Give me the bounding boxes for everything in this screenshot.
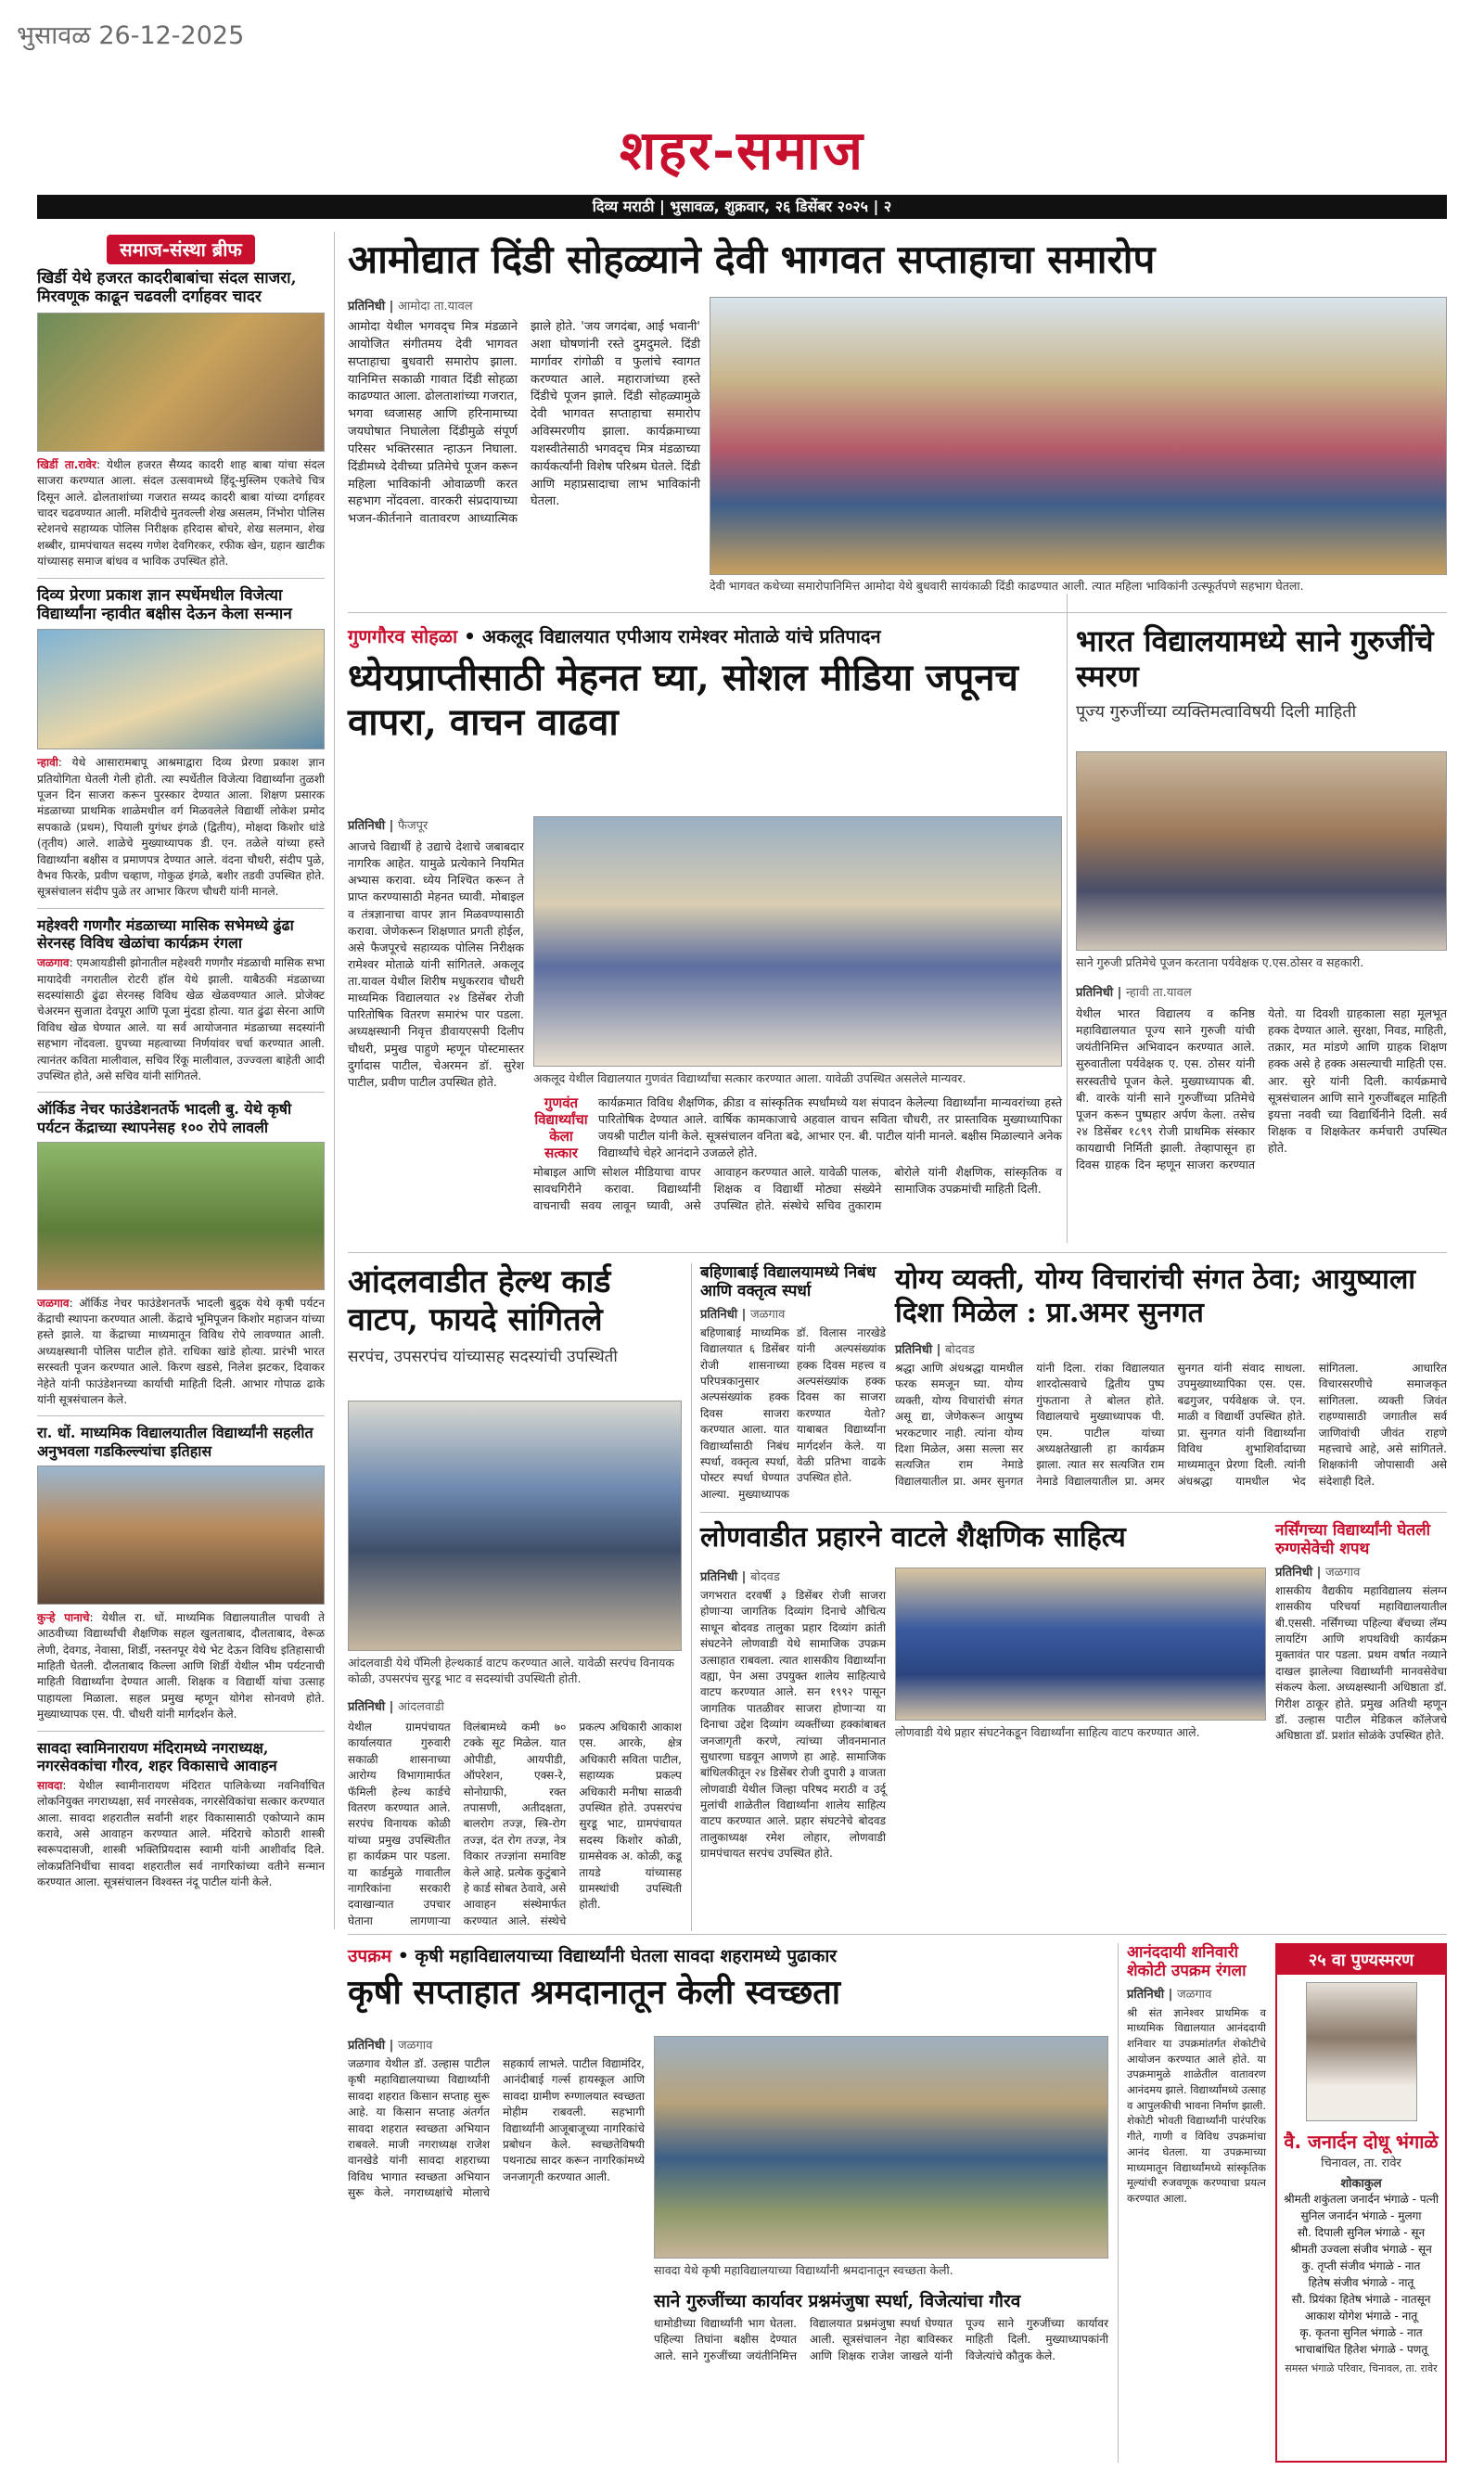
section-divider	[348, 1252, 1447, 1253]
brief-khirdi	[37, 269, 325, 570]
story9-caption: सावदा येथे कृषी महाविद्यालयाच्या विद्यार्थ्यांनी श्रमदानातून स्वच्छता केली.	[654, 2263, 953, 2277]
brief-dateline: सावदा	[37, 1778, 63, 1792]
column-divider	[1118, 1943, 1119, 2463]
story4-caption: आंदलवाडी येथे पॅमिली हेल्थकार्ड वाटप करण्यात आले. यावेळी सरपंच विनायक कोळी, उपसरपंच सुरडू भाट व सदस्यांची उपस्थिती होती.	[348, 1656, 674, 1685]
lead-headline: आमोद्यात दिंडी सोहळ्याने देवी भागवत सप्ताहाचा समारोप	[348, 237, 1156, 282]
story-shekoti: आनंददायी शनिवारी शेकोटी उपक्रम रंगला प्रतिनिधी | जळगाव श्री संत ज्ञानेश्वर प्राथमिक व माध्यमिक विद्यालयात आनंददायी शनिवार या उपक्रमांतर्गत शेकोटीचे आयोजन करण्यात आले होते. या उपक्रमामुळे शाळेतील वातावरण आनंदमय झाले. विद्यार्थ्यांमध्ये उत्साह व आपुलकीची भावना निर्माण झाली. शेकोटी भोवती विद्यार्थ्यांनी पारंपरिक गीते, गाणी व विविध उपक्रमांचा आनंद घेतला. या उपक्रमाच्या माध्यमातून विद्यार्थ्यांमध्ये सांस्कृतिक मूल्यांची रुजवणूक करण्याचा प्रयत्न करण्यात आला.	[1127, 1943, 1266, 2451]
story2-caption: अकलूद येथील विद्यालयात गुणवंत विद्यार्थ्यांचा सत्कार करण्यात आला. यावेळी उपस्थित असलेले मान्यवर.	[533, 1071, 966, 1085]
mourner-entry: श्रीमती शकुंतला जनार्दन भंगाळे - पत्नी	[1284, 2193, 1439, 2206]
story7-photo	[895, 1568, 1266, 1721]
byline-place: फैजपूर	[397, 819, 429, 833]
story-headline: कृषी सप्ताहात श्रमदानातून केली स्वच्छता	[348, 1973, 841, 2012]
memorial-header: २५ वा पुण्यस्मरण	[1277, 1945, 1445, 1975]
byline-place: जळगाव	[1324, 1565, 1361, 1580]
story7-body: प्रतिनिधी | बोदवड जगभरात दरवर्षी ३ डिसेंबर रोजी साजरा होणाऱ्या जागतिक दिव्यांग दिनाचे औचित्य साधून बोदवड तालुका प्रहार दिव्यांग क्रांती संघटनेने लोणवाडी येथे सामाजिक उपक्रम उत्साहात राबवला. त्यात शासकीय विद्यार्थ्यांना वह्या, पेन असा उपयुक्त शालेय साहित्याचे वाटप करण्यात आले. सन १९९२ पासून जागतिक पातळीवर साजरा होणाऱ्या या दिनाचा उद्देश दिव्यांग व्यक्तींच्या हक्कांबाबत जनजागृती करणे, त्यांच्या जीवनमानात सुधारणा घडवून आणणे हा आहे. सामाजिक बांधिलकीतून २४ डिसेंबर रोजी दुपारी ३ वाजता लोणवाडी येथील जिल्हा परिषद मराठी व उर्दू मुलांची शाळेतील विद्यार्थ्यांना शालेय साहित्य वाटप करण्यात आले. प्रहार संघटनेचे बोदवड तालुकाध्यक्ष रमेश लोहार, लोणवाडी ग्रामपंचायत सरपंच उपस्थित होते.	[700, 1570, 886, 1861]
left-briefs-column	[37, 237, 325, 1891]
story-headline: नर्सिंगच्या विद्यार्थ्यांनी घेतली रुग्णसेवेची शपथ	[1275, 1521, 1431, 1559]
byline: प्रतिनिधी	[1275, 1565, 1313, 1580]
story-krushi: उपक्रम • कृषी महाविद्यालयाच्या विद्यार्थ्यांनी घेतला सावदा शहरामध्ये पुढाकार कृषी सप्ताहात श्रमदानातून केली स्वच्छता	[348, 1943, 1108, 2013]
story-prashnamanjusha	[654, 2291, 1108, 2455]
story3-body: प्रतिनिधी | न्हावी ता.यावल येथील भारत विद्यालय व कनिष्ठ महाविद्यालयात पूज्य साने गुरुजी यांची जयंतीनिमित्त अभिवादन करण्यात आले. सुरुवातीला पर्यवेक्षक ए. एस. ठोसर यांनी सरस्वतीचे पूजन केले. मुख्याध्यापक बी. बी. वारके यांनी साने गुरुजींच्या प्रतिमेचे पूजन करून पुष्पहार अर्पण केला. तसेच २४ डिसेंबर १८९९ रोजी प्राथमिक संस्कार कायद्याची निर्मिती झाली. तेव्हापासून हा दिवस ग्राहक दिन म्हणून साजरा करण्यात येतो. या दिवशी ग्राहकाला सहा मूलभूत हक्क देण्यात आले. सुरक्षा, निवड, माहिती, तक्रार, मत मांडणे आणि ग्राहक शिक्षण हक्क असे हे हक्क असल्याची माहिती एस. आर. सुरे यांनी दिली. कार्यक्रमाचे सूत्रसंचालन आणि साने गुरुजींबद्दल माहिती इयत्ता नववी च्या विद्यार्थिनीने दिली. सर्व शिक्षक व शिक्षकेतर कर्मचारी उपस्थित होते.	[1076, 983, 1447, 1228]
story9-photo	[654, 2036, 1108, 2259]
story3-caption: साने गुरुजी प्रतिमेचे पूजन करताना पर्यवेक्षक ए.एस.ठोसर व सहकारी.	[1076, 955, 1364, 969]
mourners-label: शोकाकुल	[1340, 2177, 1382, 2191]
article-body: आजचे विद्यार्थी हे उद्याचे देशाचे जबाबदार नागरिक आहेत. यामुळे प्रत्येकाने नियमित अभ्यास करावा. ध्येय निश्चित करून ते प्राप्त करण्यासाठी मेहनत घ्यावी. मोबाइल व तंत्रज्ञानाचा वापर ज्ञान मिळवण्यासाठी करावा. जेणेकरून शिक्षणात प्रगती होईल, असे फैजपूरचे सहाय्यक पोलिस निरीक्षक रामेश्वर मोताळे यांनी सांगितले. अकलूद ता.यावल येथील शिरीष मधुकरराव चौधरी माध्यमिक विद्यालयात २४ डिसेंबर रोजी पारितोषिक वितरण समारंभ पार पडला. अध्यक्षस्थानी निवृत्त डीवायएसपी दिलीप चौधरी, प्रमुख पाहुणे म्हणून पोस्टमास्तर दुर्गादास पाटील, चेअरमन डॉ. सुरेश पाटील, प्रवीण पाटील उपस्थित होते.	[348, 839, 524, 1089]
story2-side-label-box	[533, 1094, 589, 1161]
brief-headline: महेश्वरी गणगौर मंडळाच्या मासिक सभेमध्ये ढुंढा सेरनस्ह विविध खेळांचा कार्यक्रम रंगला	[37, 915, 294, 952]
story7-caption: लोणवाडी येथे प्रहार संघटनेकडून विद्यार्थ्यांना साहित्य वाटप करण्यात आले.	[895, 1725, 1200, 1739]
mourner-entry: सुनिल जनार्दन भंगाळे - मुलगा	[1300, 2209, 1422, 2222]
article-body: श्रद्धा आणि अंधश्रद्धा यामधील फरक समजून घ्या. योग्य व्यक्ती, योग्य विचारांची संगत असू द्या, जेणेकरून आयुष्य भरकटणार नाही. त्यांना योग्य दिशा मिळेल, असा सल्ला सर सत्यजित राम नेमाडे विद्यालयातील प्रा. अमर सुनगत यांनी दिला. रांका विद्यालयात शारदोत्सवाचे द्वितीय पुष्प गुंफताना ते बोलत होते. विद्यालयाचे मुख्याध्यापक पी. एम. पाटील यांच्या अध्यक्षतेखाली हा कार्यक्रम झाला. त्यात सर सत्यजित राम नेमाडे विद्यालयातील प्रा. अमर सुनगत यांनी संवाद साधला. उपमुख्याध्यापिका एस. एस. बढगुजर, पर्यवेक्षक जे. एन. माळी व विद्यार्थी उपस्थित होते. प्रा. सुनगत यांनी विद्यार्थ्यांना विविध शुभाशिर्वादाच्या माध्यमातून प्रेरणा दिली. त्यांनी अंधश्रद्धा यामधील भेद सांगितला. आधारित विचारसरणीचे समाजकृत सांगितला. व्यक्ती जिवंत राहण्यासाठी जगातील सर्व जाणिवांची जीवंत राहणे महत्त्वाचे आहे, असे सांगितले. शिक्षकांनी जोपासावी असे संदेशाही दिले.	[895, 1362, 1447, 1488]
memorial-place: चिनावल, ता. रावेर	[1321, 2157, 1401, 2170]
memorial-notice	[1275, 1943, 1447, 2463]
mourner-entry: सौ. दिपाली सुनिल भंगाळे - सून	[1297, 2226, 1426, 2239]
brief-body: : येथील रा. धों. माध्यमिक विद्यालयातील पाचवी ते आठवीच्या विद्यार्थ्यांची शैक्षणिक सहल खुलताबाद, दौलताबाद, वेरूळ लेणी, देवगड, नेवासा, शिर्डी, नस्तनपूर येथे भेट देऊन विविध इतिहासाची माहिती घेतली. दौलताबाद किल्ला आणि शिर्डी येथील भीम पर्यटनाची माहिती विद्यार्थ्यांना देण्यात आली. शिक्षक व विद्यार्थी यांचा उत्साह पाहायला मिळाला. सहल प्रमुख म्हणून योगेश सोनवणे होते. मुख्याध्यापक एस. पी. चौधरी यांनी मार्गदर्शन केले.	[37, 1610, 325, 1721]
mourner-entry: कृ. कृतना सुनिल भंगाळे - नात	[1299, 2326, 1423, 2339]
byline-place: न्हावी ता.यावल	[1125, 986, 1192, 1000]
brief-dateline: कुऱ्हे पानाचे	[37, 1610, 90, 1624]
lead-story-body: प्रतिनिधी | आमोदा ता.यावल आमोदा येथील भगवद्‌च मित्र मंडळाने आयोजित संगीतमय देवी भागवत सप्ताहाचा बुधवारी समारोप झाला. यानिमित्त सकाळी गावात दिंडी सोहळा काढण्यात आला. ढोलताशांच्या गजरात, भगवा ध्वजासह आणि हरिनामाच्या जयघोषात निघालेला दिंडीमुळे संपूर्ण परिसर भक्तिरसात न्हाऊन निघाला. दिंडीमध्ये देवीच्या प्रतिमेचे पूजन करून महिला भाविकांनी ओवाळणी करत सहभाग नोंदवला. वारकरी संप्रदायाच्या भजन-कीर्तनाने वातावरण आध्यात्मिक झाले होते. 'जय जगदंबा, आई भवानी' अशा घोषणांनी रस्ते दुमदुमले. दिंडी मार्गावर रांगोळी व फुलांचे स्वागत करण्यात आले. महाराजांच्या हस्ते दिंडीचे पूजन झाले. दिंडी सोहळ्यामुळे देवी भागवत सप्ताहाचा समारोप अविस्मरणीय झाला. कार्यक्रमाच्या यशस्वीतेसाठी भगवद्‌च मित्र मंडळाच्या कार्यकर्त्यांनी विशेष परिश्रम घेतले. दिंडी आणि महाप्रसादाचा लाभ भाविकांनी घेतला.	[348, 297, 700, 625]
story-headline: भारत विद्यालयामध्ये साने गुरुजींचे स्मरण	[1076, 623, 1434, 695]
story-amar-sungat	[895, 1263, 1447, 1330]
story2-body: प्रतिनिधी | फैजपूर आजचे विद्यार्थी हे उद्याचे देशाचे जबाबदार नागरिक आहेत. यामुळे प्रत्येकाने नियमित अभ्यास करावा. ध्येय निश्चित करून ते प्राप्त करण्यासाठी मेहनत घ्यावी. मोबाइल व तंत्रज्ञानाचा वापर ज्ञान मिळवण्यासाठी करावा. जेणेकरून शिक्षणात प्रगती होईल, असे फैजपूरचे सहाय्यक पोलिस निरीक्षक रामेश्वर मोताळे यांनी सांगितले. अकलूद ता.यावल येथील शिरीष मधुकरराव चौधरी माध्यमिक विद्यालयात २४ डिसेंबर रोजी पारितोषिक वितरण समारंभ पार पडला. अध्यक्षस्थानी निवृत्त डीवायएसपी दिलीप चौधरी, प्रमुख पाहुणे म्हणून पोस्टमास्तर दुर्गादास पाटील, चेअरमन डॉ. सुरेश पाटील, प्रवीण पाटील उपस्थित होते.	[348, 816, 524, 1126]
memorial-portrait	[1306, 1982, 1417, 2121]
lead-photo	[710, 297, 1447, 575]
mourner-entry: हितेष संजीव भंगाळे - नातू	[1308, 2276, 1414, 2289]
brief-body: : येथील हजरत सैय्यद कादरी शाह बाबा यांचा संदल साजरा करण्यात आला. संदल उत्सवामध्ये हिंदू-मुस्लिम एकतेचे चित्र दिसून आले. ढोलताशांच्या गजरात सय्यद कादरी बाबा यांच्या दर्गाहवर चादर चढवण्यात आली. मशिदीचे मुतवल्ली शेख असलम, निंभोरा पोलिस स्टेशनचे सहाय्यक पोलिस निरीक्षक हरिदास बोचरे, शेख सलमान, शेख शब्बीर, ग्रामपंचायत सदस्य गणेश देवगिरकर, रफीक खेन, ग्रहान खाटीक यांच्यासह समाज बांधव व भाविक उपस्थित होते.	[37, 457, 326, 569]
article-body: बहिणाबाई माध्यमिक विद्यालयात ६ डिसेंबर रोजी शासनाच्या परिपत्रकानुसार अल्पसंख्यांक हक्क दिवस साजरा करण्यात आला. यात विद्यार्थ्यांसाठी निबंध स्पर्धा, वक्तृत्व स्पर्धा, पोस्टर स्पर्धा घेण्यात आल्या. मुख्याध्यापक डॉ. विलास नारखेडे यांनी अल्पसंख्यांक हक्क दिवस महत्त्व व अल्पसंख्यांक हक्क दिवस का साजरा करण्यात येतो? याबाबत विद्यार्थ्यांना मार्गदर्शन केले. या वेळी प्रतिभा वाढके उपस्थित होते.	[700, 1325, 886, 1501]
byline-place: आंदलवाडी	[397, 1700, 444, 1714]
story3-photo	[1076, 751, 1447, 951]
byline: प्रतिनिधी	[348, 300, 386, 314]
byline: प्रतिनिधी	[700, 1307, 738, 1322]
story4-photo	[348, 1401, 682, 1651]
story-headline: लोणवाडीत प्रहारने वाटले शैक्षणिक साहित्य	[700, 1521, 1126, 1554]
brief-headline: सावदा स्वामिनारायण मंदिरामध्ये नगराध्यक्ष, नगरसेवकांचा गौरव, शहर विकासाचे आवाहन	[37, 1738, 277, 1774]
story-kicker-sub: कृषी महाविद्यालयाच्या विद्यार्थ्यांनी घेतला सावदा शहरामध्ये पुढाकार	[415, 1946, 838, 1966]
brief-photo	[37, 1142, 325, 1290]
story-kicker: उपक्रम	[348, 1946, 392, 1966]
brief-dateline: जळगाव	[37, 1296, 70, 1310]
story2-photo	[533, 816, 1062, 1067]
byline-place: जळगाव	[1176, 1987, 1212, 2002]
brief-body: : ऑर्किड नेचर फाउंडेशनतर्फे भादली बुद्रुक येथे कृषी पर्यटन केंद्राची स्थापना करण्यात आली. केंद्राचे भूमिपूजन किशोर महाजन यांच्या हस्ते झाले. या केंद्राच्या माध्यमातून विविध रोपे लावण्यात आली. अध्यक्षस्थानी पोलिस पाटील होते. राधिका खांडे होत्या. प्रारंभी भारत सरस्वती पूजन करण्यात आले. किरण खडसे, निलेश झटकर, दिवाकर नेहेते यांनी फाउंडेशनच्या कार्याची माहिती दिली. आभार गोपाळ ढाके यांनी सूत्रसंचालन केले.	[37, 1296, 325, 1407]
byline-place: जळगाव	[749, 1307, 786, 1322]
byline: प्रतिनिधी	[1127, 1987, 1165, 2002]
memorial-name: वै. जनार्दन दोधू भंगाळे	[1284, 2131, 1439, 2153]
byline: प्रतिनिधी	[348, 2039, 386, 2053]
story-andalwadi	[348, 1263, 682, 1366]
story-headline: साने गुरुजींच्या कार्यावर प्रश्नमंजुषा स्पर्धा, विजेत्यांचा गौरव	[654, 2291, 1021, 2311]
article-body: श्री संत ज्ञानेश्वर प्राथमिक व माध्यमिक विद्यालयात आनंददायी शनिवार या उपक्रमांतर्गत शेकोटीचे आयोजन करण्यात आले होते. या उपक्रमामुळे शाळेतील वातावरण आनंदमय झाले. विद्यार्थ्यांमध्ये उत्साह व आपुलकीची भावना निर्माण झाली. शेकोटी भोवती विद्यार्थ्यांनी पारंपरिक गीते, गाणी व विविध उपक्रमांचा आनंद घेतला. या उपक्रमाच्या माध्यमातून विद्यार्थ्यांमध्ये सांस्कृतिक मूल्यांची रुजवणूक करण्याचा प्रयत्न करण्यात आला.	[1127, 2005, 1266, 2205]
column-divider	[691, 1263, 692, 1931]
section-divider	[700, 1512, 1447, 1513]
brief-body: : एमआयडीसी झोनातील महेश्वरी गणगौर मंडळाची मासिक सभा मायादेवी नगरातील रोटरी हॉल येथे झाली. याबैठकी मंडळाच्या सदस्यांसाठी ढुंढा सेरनस्ह विविध खेळ खेळवण्यात आले. प्रोजेक्ट चेअरमन सुजाता देवपूरा आणि पूजा मुंदडा होत्या. यात ढुंढा सेरना आणि विविध खेळ घेण्यात आले. या सर्व आयोजनात मंडळाच्या सदस्यांनी सहभाग नोंदवला. ग्रुपच्या महत्वाच्या निर्णयांवर चर्चा करण्यात आली. त्यानंतर कविता मालीवाल, सचिव रिंकू मालीवाल, उज्ज्वला बाहेती आदी उपस्थित होते, असे सचिव यांनी सांगितले.	[37, 956, 325, 1082]
byline: प्रतिनिधी	[1076, 986, 1114, 1000]
section-divider	[348, 1934, 1447, 1935]
byline-place: बोदवड	[749, 1570, 780, 1584]
story-headline: आंदलवाडीत हेल्थ कार्ड वाटप, फायदे सांगितले	[348, 1263, 611, 1338]
story-kicker: गुणगौरव सोहळा	[348, 625, 458, 647]
brief-ra-dho	[37, 1424, 325, 1722]
column-divider	[1067, 594, 1068, 1243]
section-divider	[348, 612, 1447, 613]
side-label: गुणवंत विद्यार्थ्यांचा केला सत्कार	[534, 1094, 588, 1161]
story-bahinabai: बहिणाबाई विद्यालयामध्ये निबंध आणि वक्तृत्व स्पर्धा प्रतिनिधी | जळगाव बहिणाबाई माध्यमिक विद्यालयात ६ डिसेंबर रोजी शासनाच्या परिपत्रकानुसार अल्पसंख्यांक हक्क दिवस साजरा करण्यात आला. यात विद्यार्थ्यांसाठी निबंध स्पर्धा, वक्तृत्व स्पर्धा, पोस्टर स्पर्धा घेण्यात आल्या. मुख्याध्यापक डॉ. विलास नारखेडे यांनी अल्पसंख्यांक हक्क दिवस महत्त्व व अल्पसंख्यांक हक्क दिवस का साजरा करण्यात येतो? याबाबत विद्यार्थ्यांना मार्गदर्शन केले. या वेळी प्रतिभा वाढके उपस्थित होते.	[700, 1263, 886, 1539]
byline-place: आमोदा ता.यावल	[397, 300, 473, 314]
brief-savda	[37, 1739, 325, 1891]
brief-headline: ऑर्किड नेचर फाउंडेशनतर्फे भादली बु. येथे कृषी पर्यटन केंद्राच्या स्थापनेसह १०० रोपे लावली	[37, 1100, 292, 1136]
memorial-footer: समस्त भंगाळे परिवार, चिनावल, ता. रावेर	[1285, 2362, 1438, 2374]
mourner-entry: कु. तृप्ती संजीव भंगाळे - नात	[1301, 2259, 1421, 2272]
byline-place: बोदवड	[944, 1343, 975, 1357]
byline: प्रतिनिधी	[895, 1343, 933, 1357]
story-gungaurav: गुणगौरव सोहळा • अकलूद विद्यालयात एपीआय रामेश्वर मोताळे यांचे प्रतिपादन ध्येयप्राप्तीसाठी मेहनत घ्या, सोशल मीडिया जपूनच वापरा, वाचन वाढवा	[348, 623, 1062, 745]
brief-maheshwari	[37, 916, 325, 1085]
lead-story	[348, 237, 1447, 283]
story-lonwadi	[700, 1521, 1266, 1555]
story-headline: योग्य व्यक्ती, योग्य विचारांची संगत ठेवा; आयुष्याला दिशा मिळेल : प्रा.अमर सुनगत	[895, 1263, 1416, 1329]
article-body: येथील भारत विद्यालय व कनिष्ठ महाविद्यालयात पूज्य साने गुरुजी यांची जयंतीनिमित्त अभिवादन करण्यात आले. सुरुवातीला पर्यवेक्षक ए. एस. ठोसर यांनी सरस्वतीचे पूजन केले. मुख्याध्यापक बी. बी. वारके यांनी साने गुरुजींच्या प्रतिमेचे पूजन करून पुष्पहार अर्पण केला. तसेच २४ डिसेंबर १८९९ रोजी प्राथमिक संस्कार कायद्याची निर्मिती झाली. तेव्हापासून हा दिवस ग्राहक दिन म्हणून साजरा करण्यात येतो. या दिवशी ग्राहकाला सहा मूलभूत हक्क देण्यात आले. सुरक्षा, निवड, माहिती, तक्रार, मत मांडणे आणि ग्राहक शिक्षण हक्क असे हे हक्क असल्याची माहिती एस. आर. सुरे यांनी दिली. कार्यक्रमाचे सूत्रसंचालन आणि साने गुरुजींबद्दल माहिती इयत्ता नववी च्या विद्यार्थिनीने दिली. सर्व शिक्षक व शिक्षकेतर कर्मचारी उपस्थित होते.	[1076, 1006, 1447, 1172]
dateline: भुसावळ 26-12-2025	[17, 21, 245, 50]
byline: प्रतिनिधी	[700, 1570, 738, 1584]
byline-place: जळगाव	[397, 2039, 433, 2053]
mourners-list	[1277, 2191, 1445, 2358]
byline: प्रतिनिधी	[348, 819, 386, 833]
brief-body: : येथे आसारामबापू आश्रमाद्वारा दिव्य प्रेरणा प्रकाश ज्ञान प्रतियोगिता घेतली गेली होती. त्या स्पर्धेतील विजेत्या विद्यार्थ्यांना तुळशी पूजन दिन साजरा करून पुरस्कार देण्यात आला. शिक्षण प्रसारक मंडळाच्या प्राथमिक शाळेमधील वर्ग मिळवलेले विद्यार्थी लोकेश प्रमोद सपकाळे (प्रथम), पियाली युगंधर इंगळे (द्वितीय), मोक्षदा किशोर धांडे (तृतीय) आले. शाळेचे मुख्याध्यापक डी. एन. तळेले यांच्या हस्ते विद्यार्थ्यांना बक्षीस व प्रमाणपत्र देण्यात आले. वंदना चौधरी, संदीप पुळे, वैभव फिरके, प्रवीण चव्हाण, गोकुळ इंगळे, बशीर तडवी उपस्थित होते. सूत्रसंचालन संदीप पुळे तर आभार किरण चौधरी यांनी मानले.	[37, 756, 325, 899]
mourner-entry: श्रीमती उज्वला संजीव भंगाळे - सून	[1290, 2243, 1432, 2256]
story-headline: आनंददायी शनिवारी शेकोटी उपक्रम रंगला	[1127, 1943, 1247, 1981]
brief-dateline: न्हावी	[37, 756, 58, 770]
article-body: धामोडीच्या विद्यार्थ्यांनी भाग घेतला. पहिल्या तिघांना बक्षीस देण्यात आले. साने गुरुजींच्या जयंतीनिमित्त विद्यालयात प्रश्नमंजुषा स्पर्धा घेण्यात आली. सूत्रसंचालन नेहा बाविस्कर आणि शिक्षक राजेश जाखले यांनी पूज्य साने गुरुजींच्या कार्यावर माहिती दिली. मुख्याध्यापकांनी विजेत्यांचे कौतुक केले.	[654, 2316, 1108, 2362]
brief-dateline: जळगाव	[37, 956, 70, 970]
story-subhead: पूज्य गुरुजींच्या व्यक्तिमत्वाविषयी दिली माहिती	[1076, 701, 1357, 722]
story-nursing: नर्सिंगच्या विद्यार्थ्यांनी घेतली रुग्णसेवेची शपथ प्रतिनिधी | जळगाव शासकीय वैद्यकीय महाविद्यालय संलग्न शासकीय परिचर्या महाविद्यालयातील बी.एससी. नर्सिंगच्या पहिल्या बॅचच्या लॅम्प लायटिंग आणि शपथविधी कार्यक्रम मुक्तावंत पार पडला. प्रथम वर्षात नव्याने दाखल झालेल्या विद्यार्थ्यांनी मानवसेवेचा संकल्प केला. अध्यक्षस्थानी अधिष्ठाता डॉ. गिरीश ठाकूर होते. प्रमुख अतिथी म्हणून डॉ. उल्हास पाटील मेडिकल कॉलेजचे अधिष्ठाता डॉ. प्रशांत सोळंके उपस्थित होते.	[1275, 1521, 1447, 1862]
story2-body2: मोबाइल आणि सोशल मीडियाचा वापर सावधगिरीने करावा. विद्यार्थ्यांनी वाचनाची सवय लावून घ्यावी, असे आवाहन करण्यात आले. यावेळी पालक, शिक्षक व विद्यार्थी मोठ्या संख्येने उपस्थित होते. संस्थेचे सचिव तुकाराम बोरोले यांनी शैक्षणिक, सांस्कृतिक व सामाजिक उपक्रमांची माहिती दिली.	[533, 1165, 1062, 1213]
section-badge: समाज-संस्था ब्रीफ	[107, 235, 255, 264]
story4-body: प्रतिनिधी | आंदलवाडी येथील ग्रामपंचायत कार्यालयात गुरुवारी सकाळी शासनाच्या आरोग्य विभागामार्फत फॅमिली हेल्थ कार्डचे वितरण करण्यात आले. सरपंच विनायक कोळी यांच्या प्रमुख उपस्थितीत हा कार्यक्रम पार पडला. या कार्डमुळे गावातील नागरिकांना सरकारी दवाखान्यात उपचार घेताना लागणाऱ्या विलंबामध्ये कमी ७० टक्के सूट मिळेल. यात ओपीडी, आयपीडी, ऑपरेशन, एक्स-रे, सोनोग्राफी, रक्त तपासणी, अतीदक्षता, बालरोग तज्ज्ञ, स्त्रि-रोग तज्ज्ञ, दंत रोग तज्ज्ञ, नेत्र विकार तज्ज्ञांना समाविष्ट केले आहे. प्रत्येक कुटुंबाने हे कार्ड सोबत ठेवावे, असे आवाहन संस्थेमार्फत करण्यात आले. संस्थेचे प्रकल्प अधिकारी आकाश एस. आरके, क्षेत्र अधिकारी सविता पाटील, सहाय्यक प्रकल्प अधिकारी मनीषा साळवी उपस्थित होते. उपसरपंच सुरडू भाट, ग्रामपंचायत सदस्य किशोर कोळी, ग्रामसेवक अ. कोळी, कडू तायडे यांच्यासह ग्रामस्थांची उपस्थिती होती.	[348, 1697, 682, 1942]
brief-dateline: खिर्डी ता.रावेर	[37, 457, 96, 471]
brief-nhavi	[37, 586, 325, 901]
mourner-entry: भाचाबांधित हितेश भंगाळे - पणतू	[1294, 2343, 1428, 2356]
mourner-entry: सौ. प्रियंका हितेष भंगाळे - नातसून	[1291, 2293, 1431, 2306]
article-body: येथील ग्रामपंचायत कार्यालयात गुरुवारी सकाळी शासनाच्या आरोग्य विभागामार्फत फॅमिली हेल्थ कार्डचे वितरण करण्यात आले. सरपंच विनायक कोळी यांच्या प्रमुख उपस्थितीत हा कार्यक्रम पार पडला. या कार्डमुळे गावातील नागरिकांना सरकारी दवाखान्यात उपचार घेताना लागणाऱ्या विलंबामध्ये कमी ७० टक्के सूट मिळेल. यात ओपीडी, आयपीडी, ऑपरेशन, एक्स-रे, सोनोग्राफी, रक्त तपासणी, अतीदक्षता, बालरोग तज्ज्ञ, स्त्रि-रोग तज्ज्ञ, दंत रोग तज्ज्ञ, नेत्र विकार तज्ज्ञांना समाविष्ट केले आहे. प्रत्येक कुटुंबाने हे कार्ड सोबत ठेवावे, असे आवाहन संस्थेमार्फत करण्यात आले. संस्थेचे प्रकल्प अधिकारी आकाश एस. आरके, क्षेत्र अधिकारी सविता पाटील, सहाय्यक प्रकल्प अधिकारी मनीषा साळवी उपस्थित होते. उपसरपंच सुरडू भाट, ग्रामपंचायत सदस्य किशोर कोळी, ग्रामसेवक अ. कोळी, कडू तायडे यांच्यासह ग्रामस्थांची उपस्थिती होती.	[348, 1721, 682, 1927]
article-body: आमोदा येथील भगवद्‌च मित्र मंडळाने आयोजित संगीतमय देवी भागवत सप्ताहाचा बुधवारी समारोप झाला. यानिमित्त सकाळी गावात दिंडी सोहळा काढण्यात आला. ढोलताशांच्या गजरात, भगवा ध्वजासह आणि हरिनामाच्या जयघोषात निघालेला दिंडीमुळे संपूर्ण परिसर भक्तिरसात न्हाऊन निघाला. दिंडीमध्ये देवीच्या प्रतिमेचे पूजन करून महिला भाविकांनी ओवाळणी करत सहभाग नोंदवला. वारकरी संप्रदायाच्या भजन-कीर्तनाने वातावरण आध्यात्मिक झाले होते. 'जय जगदंबा, आई भवानी' अशा घोषणांनी रस्ते दुमदुमले. दिंडी मार्गावर रांगोळी व फुलांचे स्वागत करण्यात आले. महाराजांच्या हस्ते दिंडीचे पूजन झाले. दिंडी सोहळ्यामुळे देवी भागवत सप्ताहाचा समारोप अविस्मरणीय झाला. कार्यक्रमाच्या यशस्वीतेसाठी भगवद्‌च मित्र मंडळाच्या कार्यकर्त्यांनी विशेष परिश्रम घेतले. दिंडी आणि महाप्रसादाचा लाभ भाविकांनी घेतला.	[348, 320, 700, 527]
article-body: जळगाव येथील डॉ. उल्हास पाटील कृषी महाविद्यालयाच्या विद्यार्थ्यांनी सावदा शहरात किसान सप्ताह सुरू आहे. या किसान सप्ताह अंतर्गत सावदा शहरात स्वच्छता अभियान राबवले. माजी नगराध्यक्ष राजेश वानखेडे यांनी सावदा शहराच्या विविध भागात स्वच्छता अभियान सुरू केले. नगराध्यक्षांचे मोलाचे सहकार्य लाभले. पाटील विद्यामंदिर, आनंदीबाई गर्ल्स हायस्कूल आणि सावदा ग्रामीण रुग्णालयात स्वच्छता मोहीम राबवली. सहभागी विद्यार्थ्यांनी आजूबाजूच्या नागरिकांचे प्रबोधन केले. स्वच्छतेविषयी पथनाट्य सादर करून नागरिकांमध्ये जनजागृती करण्यात आली.	[348, 2057, 645, 2200]
story-headline: बहिणाबाई विद्यालयामध्ये निबंध आणि वक्तृत्व स्पर्धा	[700, 1263, 876, 1301]
story9-body: प्रतिनिधी | जळगाव जळगाव येथील डॉ. उल्हास पाटील कृषी महाविद्यालयाच्या विद्यार्थ्यांनी सावदा शहरात किसान सप्ताह सुरू आहे. या किसान सप्ताह अंतर्गत सावदा शहरात स्वच्छता अभियान राबवले. माजी नगराध्यक्ष राजेश वानखेडे यांनी सावदा शहराच्या विविध भागात स्वच्छता अभियान सुरू केले. नगराध्यक्षांचे मोलाचे सहकार्य लाभले. पाटील विद्यामंदिर, आनंदीबाई गर्ल्स हायस्कूल आणि सावदा ग्रामीण रुग्णालयात स्वच्छता मोहीम राबवली. सहभागी विद्यार्थ्यांनी आजूबाजूच्या नागरिकांचे प्रबोधन केले. स्वच्छतेविषयी पथनाट्य सादर करून नागरिकांमध्ये जनजागृती करण्यात आली.	[348, 2036, 645, 2464]
article-body: जगभरात दरवर्षी ३ डिसेंबर रोजी साजरा होणाऱ्या जागतिक दिव्यांग दिनाचे औचित्य साधून बोदवड तालुका प्रहार दिव्यांग क्रांती संघटनेने लोणवाडी येथे सामाजिक उपक्रम उत्साहात राबवला. त्यात शासकीय विद्यार्थ्यांना वह्या, पेन असा उपयुक्त शालेय साहित्याचे वाटप करण्यात आले. सन १९९२ पासून जागतिक पातळीवर साजरा होणाऱ्या या दिनाचा उद्देश दिव्यांग व्यक्तींच्या हक्कांबाबत जनजागृती करणे, त्यांच्या जीवनमानात सुधारणा घडवून आणणे हा आहे. सामाजिक बांधिलकीतून २४ डिसेंबर रोजी दुपारी ३ वाजता लोणवाडी येथील जिल्हा परिषद मराठी व उर्दू मुलांची शाळेतील विद्यार्थ्यांना शालेय साहित्य वाटप करण्यात आले. प्रहार संघटनेचे बोदवड तालुकाध्यक्ष रमेश लोहार, लोणवाडी ग्रामपंचायत सरपंच उपस्थित होते.	[700, 1589, 886, 1861]
mourner-entry: आकाश योगेश भंगाळे - नातू	[1304, 2310, 1418, 2323]
brief-headline: रा. धों. माध्यमिक विद्यालयातील विद्यार्थ्यांनी सहलीत अनुभवला गडकिल्ल्यांचा इतिहास	[37, 1424, 313, 1460]
brief-photo	[37, 629, 325, 749]
brief-photo	[37, 313, 325, 452]
story-headline: ध्येयप्राप्तीसाठी मेहनत घ्या, सोशल मीडिया जपूनच वापरा, वाचन वाढवा	[348, 656, 1018, 744]
masthead: शहर-समाज	[620, 119, 864, 182]
lead-caption: देवी भागवत कथेच्या समारोपानिमित्त आमोदा येथे बुधवारी सायंकाळी दिंडी काढण्यात आली. त्यात महिला भाविकांनी उत्स्फूर्तपणे सहभाग घेतला.	[710, 579, 1304, 593]
article-body: शासकीय वैद्यकीय महाविद्यालय संलग्न शासकीय परिचर्या महाविद्यालयातील बी.एससी. नर्सिंगच्या पहिल्या बॅचच्या लॅम्प लायटिंग आणि शपथविधी कार्यक्रम मुक्तावंत पार पडला. प्रथम वर्षात नव्याने दाखल झालेल्या विद्यार्थ्यांनी मानवसेवेचा संकल्प केला. अध्यक्षस्थानी अधिष्ठाता डॉ. गिरीश ठाकूर होते. प्रमुख अतिथी म्हणून डॉ. उल्हास पाटील मेडिकल कॉलेजचे अधिष्ठाता डॉ. प्रशांत सोळंके उपस्थित होते.	[1275, 1583, 1447, 1743]
brief-photo	[37, 1465, 325, 1605]
story-kicker-sub: अकलूद विद्यालयात एपीआय रामेश्वर मोताळे यांचे प्रतिपादन	[481, 625, 881, 647]
brief-headline: दिव्य प्रेरणा प्रकाश ज्ञान स्पर्धेमधील विजेत्या विद्यार्थ्यांना न्हावीत बक्षीस देऊन केला सन्मान	[37, 585, 292, 623]
byline: प्रतिनिधी	[348, 1700, 386, 1714]
brief-headline: खिर्डी येथे हजरत कादरीबाबांचा संदल साजरा, मिरवणूक काढून चढवली दर्गाहवर चादर	[37, 269, 297, 307]
brief-orchid	[37, 1100, 325, 1408]
story-subhead: सरपंच, उपसरपंच यांच्यासह सदस्यांची उपस्थिती	[348, 1347, 618, 1366]
story-sane-guruji	[1076, 623, 1447, 723]
publication-strip: दिव्य मराठी | भुसावळ, शुक्रवार, २६ डिसेंबर २०२५ | २	[37, 195, 1447, 219]
side-body: कार्यक्रमात विविध शैक्षणिक, क्रीडा व सांस्कृतिक स्पर्धांमध्ये यश संपादन केलेल्या विद्यार्थ्यांना मान्यवरांच्या हस्ते पारितोषिक देण्यात आले. वार्षिक कामकाजाचे अहवाल वाचन सविता चौधरी, तर प्रास्ताविक मुख्याध्यापिका जयश्री पाटील यांनी केले. सूत्रसंचालन वनिता बढे, आभार एन. बी. पाटील यांनी मानले. बक्षीस मिळाल्याने अनेक विद्यार्थ्यांचे चेहरे आनंदाने उजळले होते.	[598, 1095, 1062, 1160]
column-divider	[334, 232, 335, 1929]
story6-body: प्रतिनिधी | बोदवड श्रद्धा आणि अंधश्रद्धा यामधील फरक समजून घ्या. योग्य व्यक्ती, योग्य विचारांची संगत असू द्या, जेणेकरून आयुष्य भरकटणार नाही. त्यांना योग्य दिशा मिळेल, असा सल्ला सर सत्यजित राम नेमाडे विद्यालयातील प्रा. अमर सुनगत यांनी दिला. रांका विद्यालयात शारदोत्सवाचे द्वितीय पुष्प गुंफताना ते बोलत होते. विद्यालयाचे मुख्याध्यापक पी. एम. पाटील यांच्या अध्यक्षतेखाली हा कार्यक्रम झाला. त्यात सर सत्यजित राम नेमाडे विद्यालयातील प्रा. अमर सुनगत यांनी संवाद साधला. उपमुख्याध्यापिका एस. एस. बढगुजर, पर्यवेक्षक जे. एन. माळी व विद्यार्थी उपस्थित होते. प्रा. सुनगत यांनी विद्यार्थ्यांना विविध शुभाशिर्वादाच्या माध्यमातून प्रेरणा दिली. त्यांनी अंधश्रद्धा यामधील भेद सांगितला. आधारित विचारसरणीचे समाजकृत सांगितला. व्यक्ती जिवंत राहण्यासाठी जगातील सर्व जाणिवांची जीवंत राहणे महत्त्वाचे आहे, असे सांगितले. शिक्षकांनी जोपासावी असे संदेशाही दिले.	[895, 1340, 1447, 1518]
brief-body: : येथील स्वामीनारायण मंदिरात पालिकेच्या नवनिर्वाचित लोकनियुक्त नगराध्यक्षा, सर्व नगरसेवक, नगरसेविकांचा सत्कार करण्यात आला. सावदा शहरातील सर्वांनी शहर विकासासाठी एकोप्याने काम करावे, असे आवाहन करण्यात आले. मंदिराचे कोठारी शास्त्री स्वरूपदासजी, शास्त्री भक्तिप्रियदास स्वामी यांनी आशीर्वाद दिले. लोकप्रतिनिधींचा सावदा शहरातील सर्व नागरिकांच्या वतीने सन्मान करण्यात आला. सूत्रसंचालन विश्वस्त नंदू पाटील यांनी केले.	[37, 1778, 325, 1889]
